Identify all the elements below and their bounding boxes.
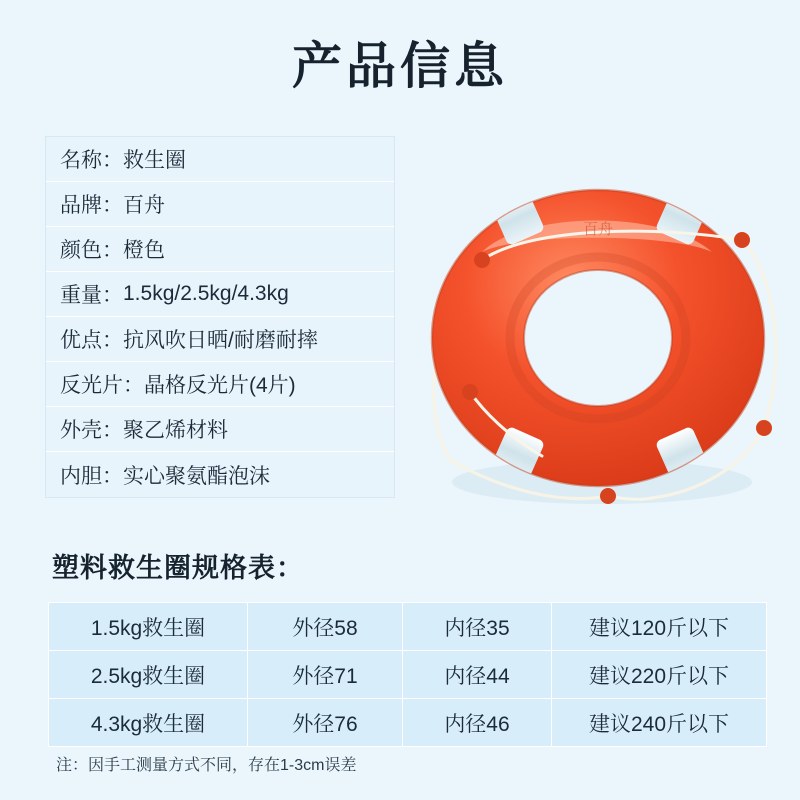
spec-label: 反光片：	[60, 374, 144, 397]
table-cell: 建议120斤以下	[552, 603, 767, 651]
spec-row	[46, 137, 394, 182]
table-heading: 塑料救生圈规格表：	[52, 553, 304, 583]
spec-label: 重量：	[60, 284, 123, 307]
spec-table	[48, 602, 767, 747]
footnote: 注：因手工测量方式不同，存在1-3cm误差	[56, 757, 357, 774]
table-cell: 外径71	[248, 651, 403, 699]
spec-row	[46, 452, 394, 497]
spec-row	[46, 272, 394, 317]
table-row	[49, 699, 767, 747]
table-cell: 内径35	[403, 603, 552, 651]
spec-value: 实心聚氨酯泡沫	[123, 464, 270, 488]
spec-label: 外壳：	[60, 419, 123, 442]
spec-value: 晶格反光片(4片)	[144, 374, 296, 397]
table-row	[49, 603, 767, 651]
table-cell: 内径44	[403, 651, 552, 699]
table-cell: 建议220斤以下	[552, 651, 767, 699]
life-ring-illustration	[412, 160, 784, 532]
spec-label: 名称：	[60, 149, 123, 172]
spec-value: 百舟	[123, 194, 165, 217]
table-cell: 4.3kg救生圈	[49, 699, 248, 747]
table-cell: 建议240斤以下	[552, 699, 767, 747]
spec-row	[46, 407, 394, 452]
table-cell: 2.5kg救生圈	[49, 651, 248, 699]
table-cell: 外径76	[248, 699, 403, 747]
spec-label: 优点：	[60, 329, 123, 352]
table-cell: 内径46	[403, 699, 552, 747]
brand-mark: 百舟	[582, 221, 614, 238]
spec-value: 1.5kg/2.5kg/4.3kg	[123, 282, 289, 305]
spec-row	[46, 362, 394, 407]
spec-value: 救生圈	[123, 149, 186, 172]
table-cell: 1.5kg救生圈	[49, 603, 248, 651]
spec-value: 抗风吹日晒/耐磨耐摔	[123, 329, 318, 352]
page-title: 产品信息	[292, 38, 508, 94]
table-cell: 外径58	[248, 603, 403, 651]
spec-value: 橙色	[123, 239, 165, 262]
spec-row	[46, 182, 394, 227]
spec-value: 聚乙烯材料	[123, 419, 228, 442]
spec-label: 品牌：	[60, 194, 123, 217]
spec-row	[46, 227, 394, 272]
spec-label: 颜色：	[60, 239, 123, 262]
spec-label: 内胆：	[60, 464, 123, 488]
table-row	[49, 651, 767, 699]
spec-list	[45, 136, 395, 498]
spec-row	[46, 317, 394, 362]
